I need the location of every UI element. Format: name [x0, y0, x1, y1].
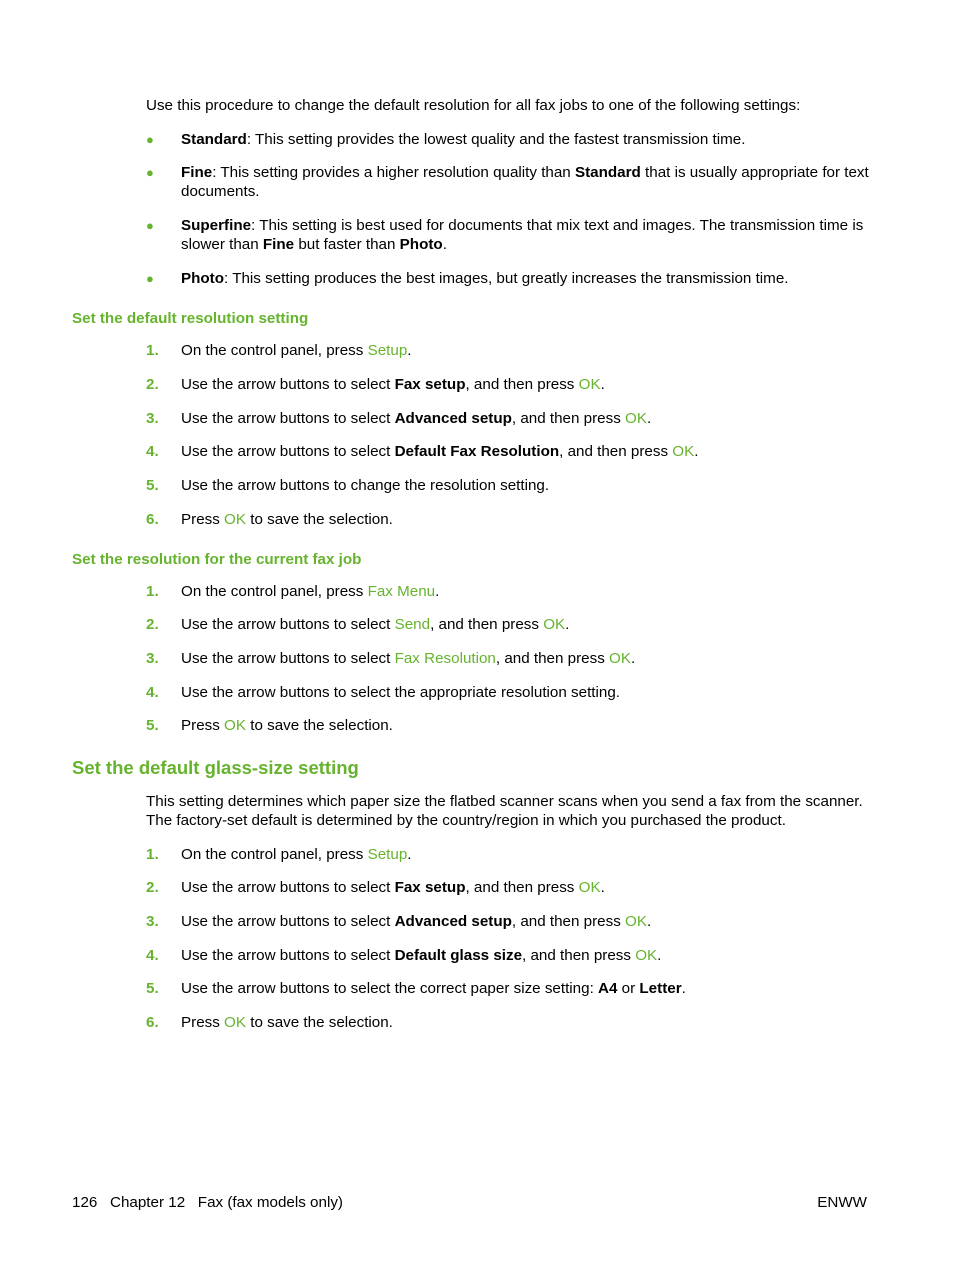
- list-item: [146, 269, 876, 288]
- option-text: : This setting is best used for documents that mix text and images. The transmission time is slower than: [181, 217, 864, 253]
- bullet-icon: ●: [146, 218, 154, 233]
- step-segment: .: [600, 376, 605, 393]
- step-number: 4.: [146, 443, 159, 460]
- section-heading-glass-size: Set the default glass-size setting: [72, 757, 359, 778]
- ui-label-ok: OK: [578, 376, 601, 393]
- paper-size-letter: Letter: [639, 980, 682, 997]
- step-text: [181, 1013, 393, 1032]
- step-text: [181, 946, 661, 965]
- list-item: [146, 130, 876, 149]
- step-segment: , and then press: [559, 443, 673, 460]
- step-segment: .: [565, 616, 570, 633]
- step-segment: , and then press: [465, 879, 579, 896]
- footer-enww: ENWW: [817, 1194, 867, 1211]
- bullet-icon: ●: [146, 165, 154, 180]
- step-segment: Use the arrow buttons to select: [181, 650, 395, 667]
- step-segment: Press: [181, 717, 225, 734]
- step-number: 5.: [146, 717, 159, 734]
- step-segment: , and then press: [495, 650, 610, 667]
- step-segment: Press: [181, 511, 225, 528]
- step-text: [181, 979, 686, 998]
- step-segment: Use the arrow buttons to select: [181, 947, 395, 964]
- step-text: [181, 649, 635, 668]
- step-number: 4.: [146, 947, 159, 964]
- section-heading-default-resolution: Set the default resolution setting: [72, 310, 309, 327]
- ui-label-fax-menu: Fax Menu: [367, 583, 436, 600]
- ui-label-setup: Setup: [367, 342, 408, 359]
- step-segment: , and then press: [511, 913, 626, 930]
- step-segment: .: [630, 650, 636, 667]
- step-segment: .: [407, 846, 412, 863]
- step-text: [181, 341, 412, 360]
- step-segment: Use the arrow buttons to select: [181, 410, 395, 427]
- step-number: 2.: [146, 616, 159, 633]
- step-segment: to save the selection.: [246, 511, 393, 528]
- footer-page-info: 126 Chapter 12 Fax (fax models only): [72, 1194, 343, 1211]
- step-text: [181, 912, 651, 931]
- step-number: 1.: [146, 342, 159, 359]
- ui-label-ok: OK: [635, 947, 658, 964]
- step-segment: Use the arrow buttons to select the correct paper size setting:: [181, 980, 599, 997]
- option-text: but faster than: [294, 236, 400, 253]
- option-text: .: [442, 236, 447, 253]
- step-segment: , and then press: [522, 947, 636, 964]
- option-text: : This setting provides the lowest quality and the fastest transmission time.: [246, 131, 746, 148]
- step-segment: On the control panel, press: [181, 342, 368, 359]
- step-segment: to save the selection.: [246, 1014, 393, 1031]
- bullet-icon: ●: [146, 132, 154, 147]
- step-number: 2.: [146, 879, 159, 896]
- term-standard: Standard: [181, 131, 247, 148]
- ui-label-ok: OK: [672, 443, 695, 460]
- ui-label-ok: OK: [578, 879, 601, 896]
- term-inline: Fine: [262, 236, 295, 253]
- step-number: 1.: [146, 846, 159, 863]
- step-text: [181, 510, 393, 529]
- ui-label-ok: OK: [224, 717, 246, 734]
- step-segment: .: [435, 583, 440, 600]
- step-segment: Use the arrow buttons to select: [181, 879, 395, 896]
- step-segment: Press: [181, 1014, 225, 1031]
- step-number: 3.: [146, 410, 159, 427]
- ui-label-fax-resolution: Fax Resolution: [394, 650, 496, 667]
- step-text: [181, 409, 651, 428]
- step-number: 3.: [146, 650, 159, 667]
- ui-label-send: Send: [394, 616, 431, 633]
- list-item: [146, 163, 876, 201]
- term-fine: Fine: [181, 164, 213, 181]
- menu-item-name: Default glass size: [394, 947, 523, 964]
- step-text: Use the arrow buttons to select the appropriate resolution setting.: [181, 684, 620, 701]
- step-number: 6.: [146, 511, 159, 528]
- step-segment: Use the arrow buttons to select: [181, 913, 395, 930]
- step-segment: .: [600, 879, 605, 896]
- step-segment: .: [681, 980, 686, 997]
- step-text: Use the arrow buttons to change the resolution setting.: [181, 477, 550, 494]
- intro-paragraph: Use this procedure to change the default resolution for all fax jobs to one of the following settings:: [146, 97, 801, 114]
- list-item: [146, 216, 876, 254]
- step-segment: .: [657, 947, 662, 964]
- ui-label-ok: OK: [224, 511, 246, 528]
- menu-item-name: Fax setup: [394, 376, 466, 393]
- step-segment: or: [617, 980, 640, 997]
- ui-label-setup: Setup: [367, 846, 408, 863]
- step-number: 2.: [146, 376, 159, 393]
- step-segment: .: [646, 410, 652, 427]
- step-number: 3.: [146, 913, 159, 930]
- step-number: 5.: [146, 980, 159, 997]
- option-text: : This setting provides a higher resolution quality than: [212, 164, 575, 181]
- term-superfine: Superfine: [181, 217, 252, 234]
- step-text: [181, 582, 439, 601]
- step-number: 4.: [146, 684, 159, 701]
- step-text: [181, 442, 698, 461]
- step-segment: Use the arrow buttons to select: [181, 376, 395, 393]
- step-segment: , and then press: [465, 376, 579, 393]
- step-segment: , and then press: [430, 616, 544, 633]
- term-inline: Photo: [399, 236, 443, 253]
- step-segment: .: [646, 913, 652, 930]
- step-text: [181, 615, 569, 634]
- step-text: [181, 845, 412, 864]
- step-text: [181, 716, 393, 735]
- term-photo: Photo: [181, 270, 225, 287]
- step-text: [181, 878, 605, 897]
- bullet-icon: ●: [146, 271, 154, 286]
- step-segment: to save the selection.: [246, 717, 393, 734]
- menu-item-name: Advanced setup: [394, 410, 512, 427]
- step-text: [181, 375, 605, 394]
- menu-item-name: Default Fax Resolution: [394, 443, 560, 460]
- glass-size-intro: This setting determines which paper size the flatbed scanner scans when you send a fax from the scanner. The factory-set default is determined by the country/region in which you purchased the product.: [146, 793, 863, 829]
- menu-item-name: Advanced setup: [394, 913, 512, 930]
- step-segment: On the control panel, press: [181, 846, 368, 863]
- step-segment: , and then press: [511, 410, 626, 427]
- step-number: 6.: [146, 1014, 159, 1031]
- option-text: : This setting produces the best images, but greatly increases the transmission time.: [224, 270, 789, 287]
- term-inline: Standard: [574, 164, 641, 181]
- ui-label-ok: OK: [224, 1014, 246, 1031]
- paper-size-a4: A4: [598, 980, 618, 997]
- step-segment: Use the arrow buttons to select: [181, 616, 395, 633]
- step-segment: .: [407, 342, 412, 359]
- step-number: 1.: [146, 583, 159, 600]
- step-segment: .: [694, 443, 699, 460]
- menu-item-name: Fax setup: [394, 879, 466, 896]
- step-segment: On the control panel, press: [181, 583, 368, 600]
- option-text: that is usually appropriate for text documents.: [181, 164, 869, 200]
- ui-label-ok: OK: [609, 650, 631, 667]
- step-number: 5.: [146, 477, 159, 494]
- ui-label-ok: OK: [543, 616, 566, 633]
- ui-label-ok: OK: [625, 913, 647, 930]
- step-segment: Use the arrow buttons to select: [181, 443, 395, 460]
- ui-label-ok: OK: [625, 410, 647, 427]
- section-heading-current-fax-job: Set the resolution for the current fax job: [72, 551, 362, 568]
